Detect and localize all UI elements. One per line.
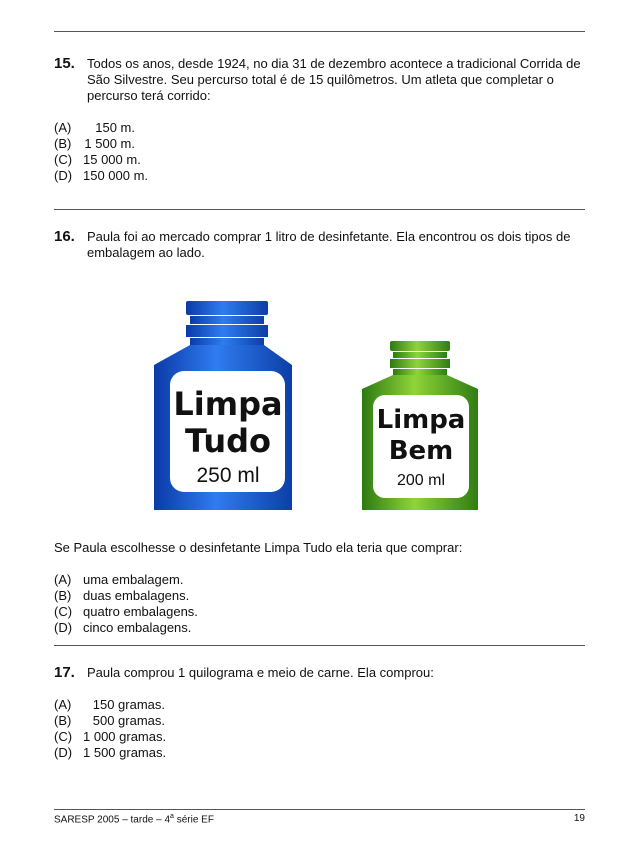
- option-c[interactable]: (C) 15 000 m.: [54, 152, 141, 167]
- bottle-brand-line1: Limpa: [376, 405, 466, 435]
- footer-rule: [54, 809, 585, 810]
- page-number: 19: [573, 813, 585, 824]
- question-number: 15.: [54, 55, 75, 72]
- question-15: [54, 56, 585, 184]
- bottle-brand-line2: Tudo: [185, 422, 271, 460]
- option-d[interactable]: (D) 150 000 m.: [54, 168, 149, 183]
- option-a[interactable]: (A) 150 m.: [54, 120, 135, 135]
- option-c[interactable]: (C) quatro embalagens.: [54, 604, 198, 619]
- option-b[interactable]: (B) 500 gramas.: [54, 713, 165, 728]
- question-number: 17.: [54, 664, 75, 681]
- footer-exam-info: SARESP 2005 – tarde – 4$^a$ série EF: [54, 813, 214, 826]
- bottle-volume: 200 ml: [396, 472, 446, 489]
- bottle-brand-line1: Limpa: [173, 385, 283, 423]
- option-a[interactable]: (A) uma embalagem.: [54, 572, 184, 587]
- bottle-limpa-tudo: [154, 301, 292, 510]
- question-number: 16.: [54, 228, 75, 245]
- question-16-prompt: [54, 540, 585, 636]
- option-d[interactable]: (D) 1 500 gramas.: [54, 745, 167, 760]
- question-16: [54, 229, 585, 261]
- options-list: [54, 697, 585, 761]
- options-list: [54, 120, 585, 184]
- prompt-text: Se Paula escolhesse o desinfetante Limpa Tudo ela teria que comprar:: [54, 540, 463, 555]
- option-b[interactable]: (B) 1 500 m.: [54, 136, 135, 151]
- bottle-brand-line2: Bem: [388, 436, 454, 466]
- option-a[interactable]: (A) 150 gramas.: [54, 697, 165, 712]
- question-17: [54, 665, 585, 761]
- divider: [54, 645, 585, 646]
- bottle-volume: 250 ml: [196, 464, 260, 487]
- divider: [54, 209, 585, 210]
- option-d[interactable]: (D) cinco embalagens.: [54, 620, 192, 635]
- options-list: [54, 572, 585, 636]
- bottle-limpa-bem: [362, 341, 478, 510]
- question-text: Paula comprou 1 quilograma e meio de carne. Ela comprou:: [87, 665, 434, 680]
- page-footer: [54, 813, 585, 825]
- question-text: Paula foi ao mercado comprar 1 litro de desinfetante. Ela encontrou os dois tipos de embalagem ao lado.: [87, 229, 571, 260]
- option-b[interactable]: (B) duas embalagens.: [54, 588, 190, 603]
- question-text: Todos os anos, desde 1924, no dia 31 de dezembro acontece a tradicional Corrida de São Silvestre. Seu percurso total é de 15 quilômetros. Um atleta que completar o percurso terá corrido:: [87, 56, 581, 103]
- option-c[interactable]: (C) 1 000 gramas.: [54, 729, 167, 744]
- bottles-illustration: [152, 299, 488, 510]
- top-rule: [54, 31, 585, 32]
